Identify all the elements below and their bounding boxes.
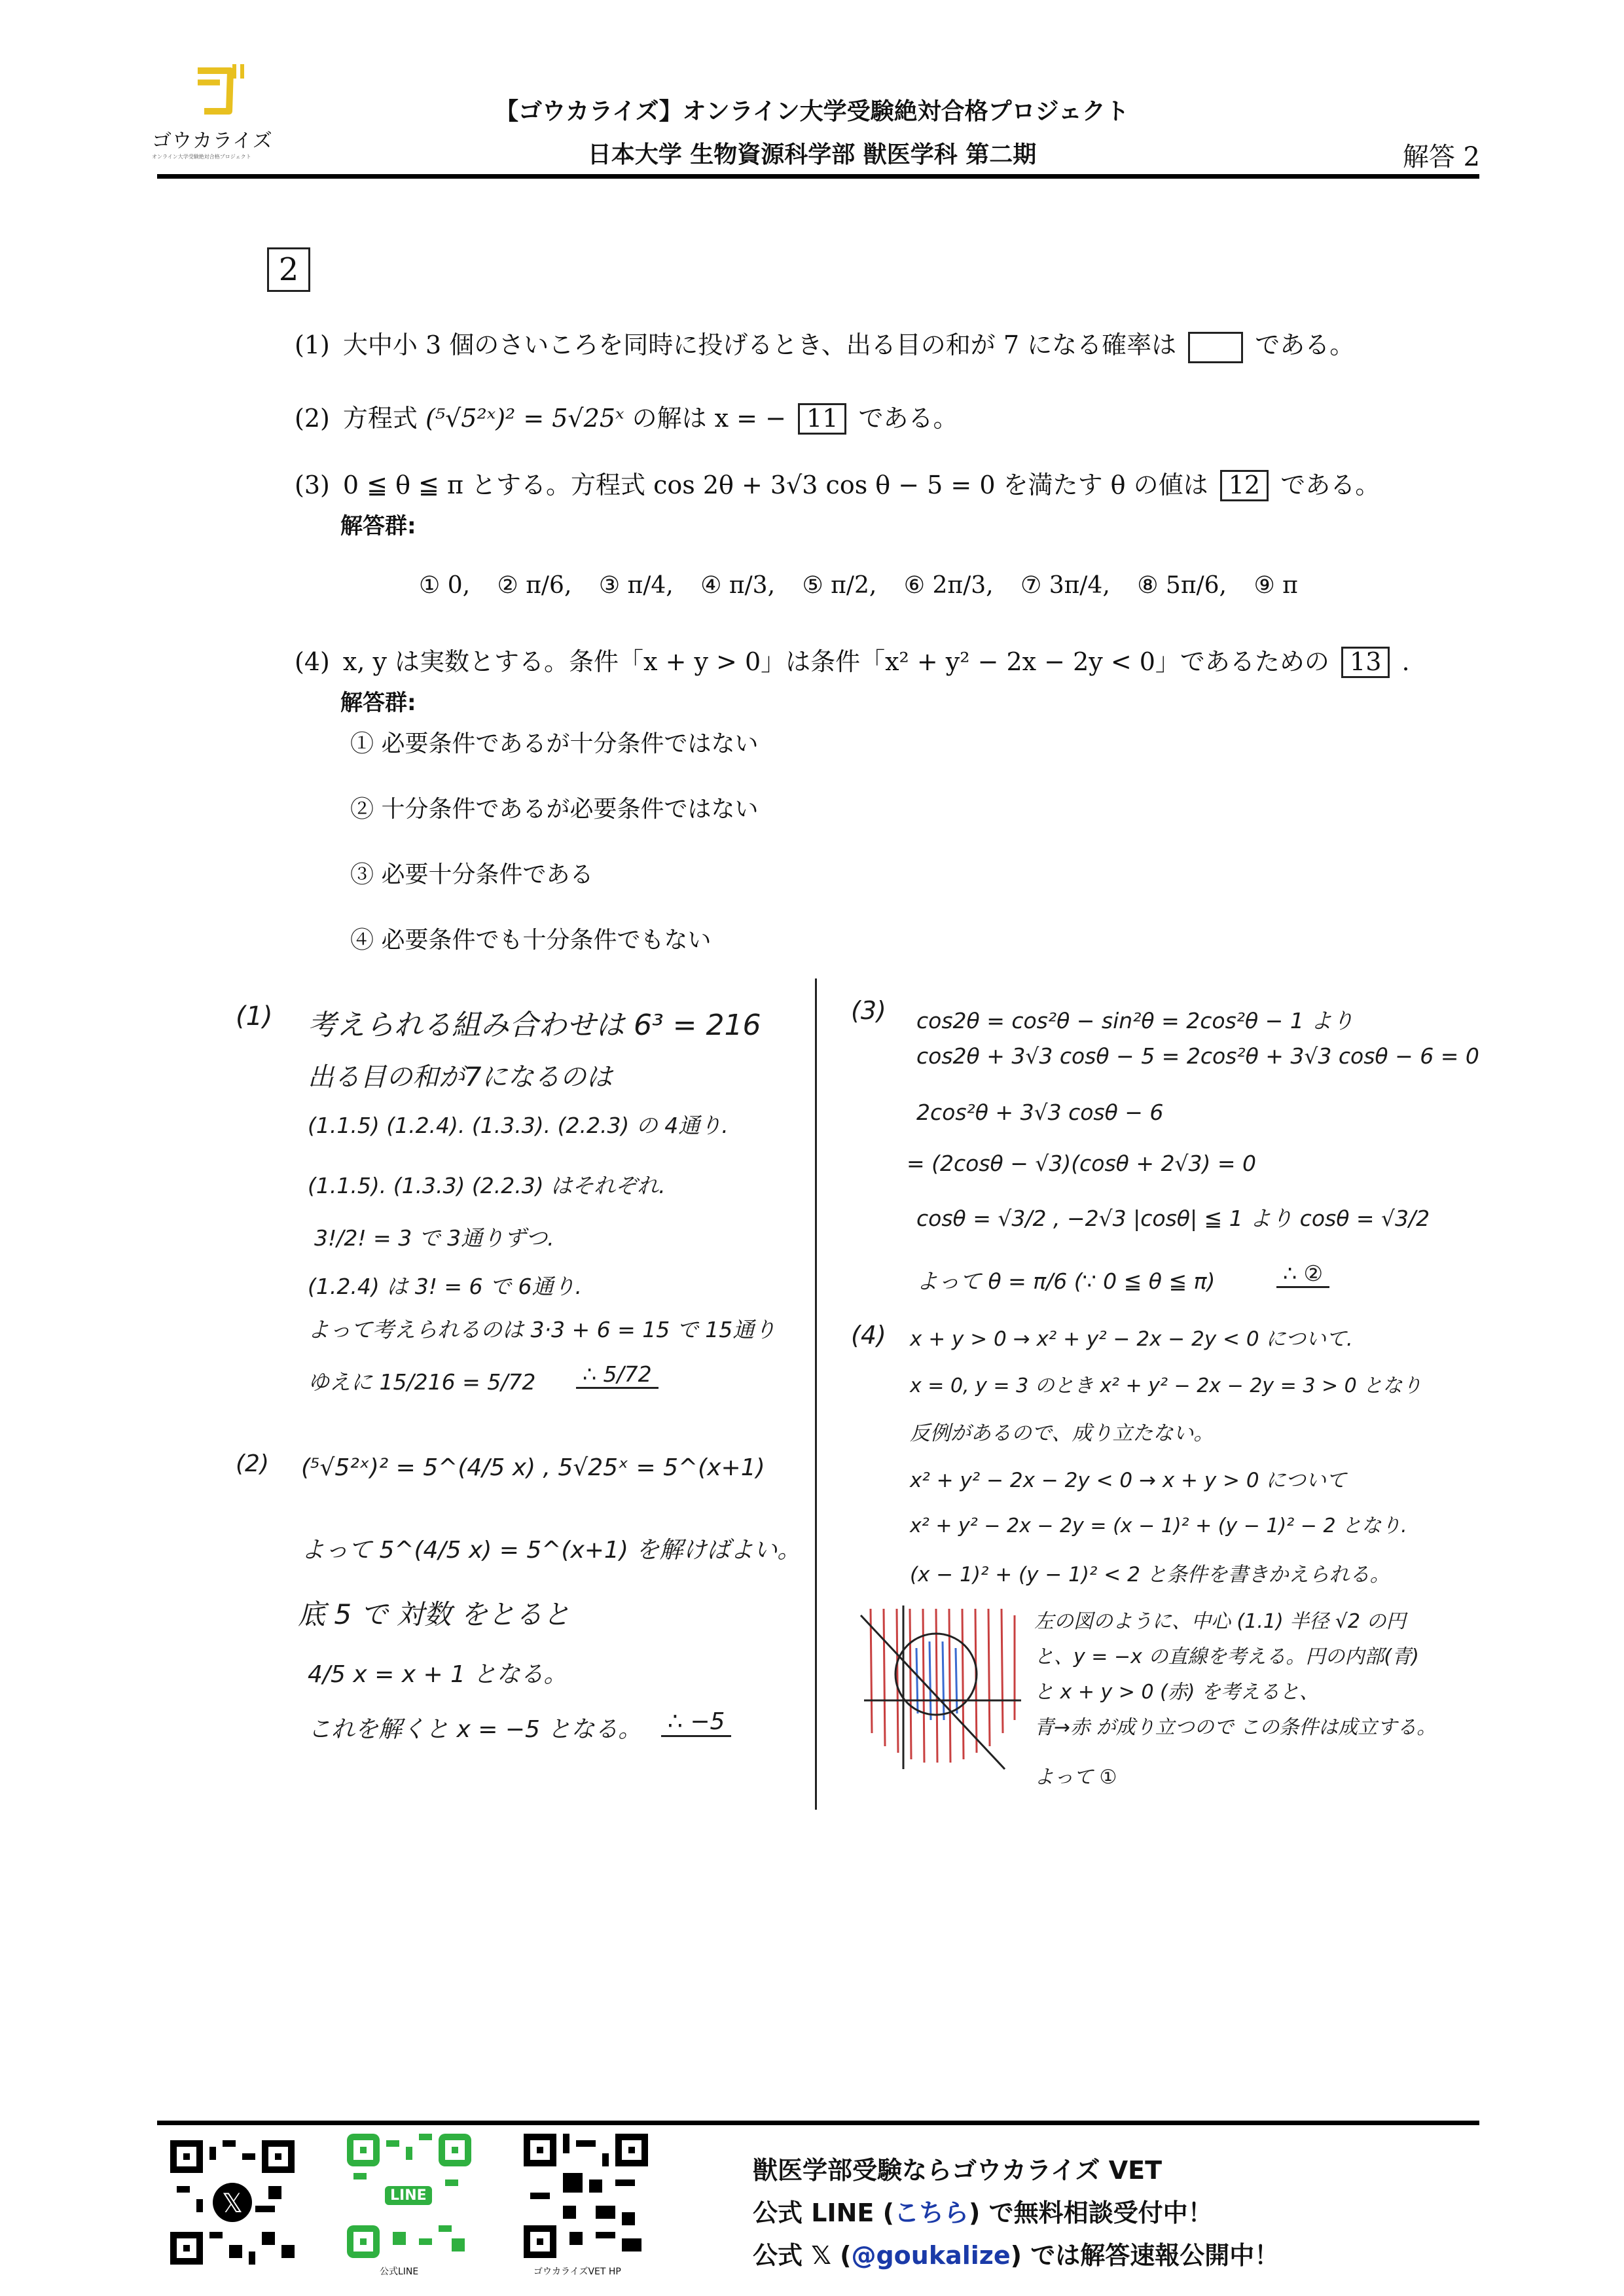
choice-item: ⑤ π/2,: [802, 572, 877, 599]
solution-line: (1.1.5). (1.3.3) (2.2.3) はそれぞれ.: [308, 1173, 666, 1198]
problem-1-text-b: である。: [1255, 331, 1355, 359]
solution-line: (x − 1)² + (y − 1)² < 2 と条件を書きかえられる。: [910, 1563, 1390, 1587]
solution-line: x + y > 0 → x² + y² − 2x − 2y < 0 について.: [910, 1327, 1353, 1351]
qr-code-icon: [170, 2140, 295, 2265]
solution-3-answer: ∴ ②: [1276, 1261, 1329, 1288]
line-badge: LINE: [385, 2186, 432, 2205]
problem-4-choice-4: ④ 必要条件でも十分条件でもない: [350, 927, 712, 954]
line-link[interactable]: こちら: [893, 2198, 969, 2227]
logo-text: ゴウカライズ: [152, 130, 273, 152]
footer-line-2: [753, 2193, 1213, 2229]
choice-item: ④ π/3,: [700, 572, 776, 599]
choice-item: ③ π/4,: [598, 572, 674, 599]
solution-line: 青→赤 が成り立つので この条件は成立する。: [1034, 1716, 1437, 1739]
footer-rule: [157, 2121, 1479, 2125]
problem-2-text-a: 方程式: [342, 404, 418, 433]
solution-line: 考えられる組み合わせは 6³ = 216: [308, 1009, 761, 1042]
problem-2-equation: (⁵√5²ˣ)² = 5√25ˣ: [425, 404, 624, 433]
solution-line: 4/5 x = x + 1 となる。: [308, 1661, 568, 1688]
region-graph: [851, 1602, 1028, 1772]
solution-line: と、y = −x の直線を考える。円の内部(青): [1034, 1645, 1419, 1668]
solution-line: cos2θ + 3√3 cosθ − 5 = 2cos²θ + 3√3 cosθ − 6 = 0: [916, 1043, 1479, 1069]
footer-line-3-a: 公式 𝕏 (: [753, 2241, 852, 2270]
problem-3: [295, 465, 1380, 501]
solution-line: = (2cosθ − √3)(cosθ + 2√3) = 0: [907, 1151, 1256, 1176]
footer-line-2-a: 公式 LINE (: [753, 2198, 894, 2227]
solution-line: 3!/2! = 3 で 3通りずつ.: [314, 1225, 554, 1251]
solution-3-number: (3): [851, 996, 886, 1025]
solution-line: 左の図のように、中心 (1.1) 半径 √2 の円: [1034, 1610, 1406, 1633]
problem-2-text-c: である。: [858, 404, 958, 433]
problem-4-text-a: x, y は実数とする。条件「x + y > 0」は条件「x² + y² − 2x − 2y < 0」であるための: [342, 647, 1329, 676]
solution-line: cosθ = √3/2 , −2√3 |cosθ| ≦ 1 より cosθ = √3/2: [916, 1206, 1430, 1231]
problem-3-text-b: である。: [1280, 471, 1380, 499]
header-title-line1: 【ゴウカライズ】オンライン大学受験絶対合格プロジェクト: [495, 98, 1129, 125]
solution-1-answer: ∴ 5/72: [576, 1361, 659, 1389]
solution-line: (⁵√5²ˣ)² = 5^(4/5 x) , 5√25ˣ = 5^(x+1): [301, 1454, 765, 1481]
solution-line: よって考えられるのは 3·3 + 6 = 15 で 15通り: [308, 1317, 776, 1342]
qr-code-line[interactable]: [347, 2134, 471, 2258]
page-label: 解答 2: [1402, 142, 1480, 172]
problem-4-text-b: .: [1401, 647, 1410, 676]
solution-line: よって θ = π/6 (∵ 0 ≦ θ ≦ π): [916, 1268, 1216, 1294]
problem-4-choice-3: ③ 必要十分条件である: [350, 861, 594, 888]
problem-1-number: (1): [295, 331, 330, 359]
solution-4-number: (4): [851, 1321, 886, 1350]
header-rule: [157, 174, 1479, 179]
solution-line: ゆえに 15/216 = 5/72: [308, 1369, 536, 1395]
solution-line: これを解くと x = −5 となる。: [308, 1716, 642, 1743]
solution-line: 反例があるので、成り立たない。: [910, 1422, 1214, 1445]
solution-line: よって 5^(4/5 x) = 5^(x+1) を解けばよい。: [301, 1537, 801, 1564]
problem-3-text-a: 0 ≦ θ ≦ π とする。方程式 cos 2θ + 3√3 cos θ − 5 = 0 を満たす θ の値は: [342, 471, 1208, 499]
solution-line: (1.2.4) は 3! = 6 で 6通り.: [308, 1274, 583, 1299]
choice-item: ⑥ 2π/3,: [903, 572, 994, 599]
problem-4-choices-label: 解答群:: [340, 690, 416, 716]
solution-2-number: (2): [236, 1450, 269, 1477]
solution-line: cos2θ = cos²θ − sin²θ = 2cos²θ − 1 より: [916, 1008, 1354, 1033]
problem-4-number: (4): [295, 647, 330, 676]
problem-3-number: (3): [295, 471, 330, 499]
answer-box-blank: [1188, 332, 1243, 363]
problem-2-text-b: の解は x = −: [632, 404, 786, 433]
solution-line: x² + y² − 2x − 2y < 0 → x + y > 0 について: [910, 1469, 1346, 1492]
solution-4-answer: よって ①: [1034, 1766, 1117, 1789]
solution-line: x² + y² − 2x − 2y = (x − 1)² + (y − 1)² − 2 となり.: [910, 1515, 1407, 1537]
problem-1: [295, 325, 1354, 363]
section-number: 2: [267, 247, 310, 292]
solution-line: (1.1.5) (1.2.4). (1.3.3). (2.2.3) の 4通り.: [308, 1113, 729, 1138]
answer-box-12: 12: [1220, 470, 1269, 501]
problem-2: [295, 398, 958, 435]
footer-line-2-b: ) で無料相談受付中！: [968, 2198, 1213, 2227]
qr-code-hp-icon: [524, 2134, 648, 2258]
problem-4: [295, 641, 1410, 678]
problem-3-choices-label: 解答群:: [340, 513, 416, 539]
solution-2-answer: ∴ −5: [661, 1708, 731, 1737]
choice-item: ② π/6,: [497, 572, 572, 599]
solution-line: 2cos²θ + 3√3 cosθ − 6: [916, 1100, 1164, 1125]
footer-line-3-b: ) では解答速報公開中！: [1010, 2241, 1280, 2270]
solution-line: x = 0, y = 3 のとき x² + y² − 2x − 2y = 3 > 0 となり: [910, 1374, 1422, 1397]
footer-line-3: [753, 2235, 1279, 2271]
svg-text:𝕏: 𝕏: [221, 2189, 244, 2219]
choice-item: ⑨ π: [1254, 572, 1298, 599]
logo-subtext: オンライン大学受験絶対合格プロジェクト: [152, 154, 251, 160]
choice-item: ⑦ 3π/4,: [1020, 572, 1110, 599]
solution-1-number: (1): [236, 1001, 273, 1031]
problem-2-number: (2): [295, 404, 330, 433]
choice-item: ⑧ 5π/6,: [1137, 572, 1227, 599]
qr-code-line-label: 公式LINE: [380, 2267, 419, 2277]
qr-code-hp-label: ゴウカライズVET HP: [533, 2267, 621, 2277]
answer-box-11: 11: [798, 403, 846, 435]
qr-code-x[interactable]: [170, 2140, 295, 2265]
x-account-link[interactable]: @goukalize: [851, 2241, 1011, 2270]
footer-line-1: 獣医学部受験ならゴウカライズ VET: [753, 2156, 1162, 2185]
problem-1-text-a: 大中小 3 個のさいころを同時に投げるとき、出る目の和が 7 になる確率は: [342, 331, 1177, 359]
solution-line: 出る目の和が7になるのは: [308, 1062, 613, 1092]
solution-line: 底 5 で 対数 をとると: [298, 1598, 571, 1630]
choice-item: ① 0,: [419, 572, 471, 599]
solution-line: と x + y > 0 (赤) を考えると、: [1034, 1681, 1320, 1704]
answer-box-13: 13: [1341, 647, 1390, 678]
header-title-line2: 日本大学 生物資源科学部 獣医学科 第二期: [587, 141, 1037, 168]
solution-column-divider: [815, 978, 817, 1810]
qr-code-hp[interactable]: [524, 2134, 648, 2258]
problem-4-choice-1: ① 必要条件であるが十分条件ではない: [350, 730, 759, 757]
problem-3-choices: [419, 572, 1298, 599]
problem-4-choice-2: ② 十分条件であるが必要条件ではない: [350, 796, 759, 823]
